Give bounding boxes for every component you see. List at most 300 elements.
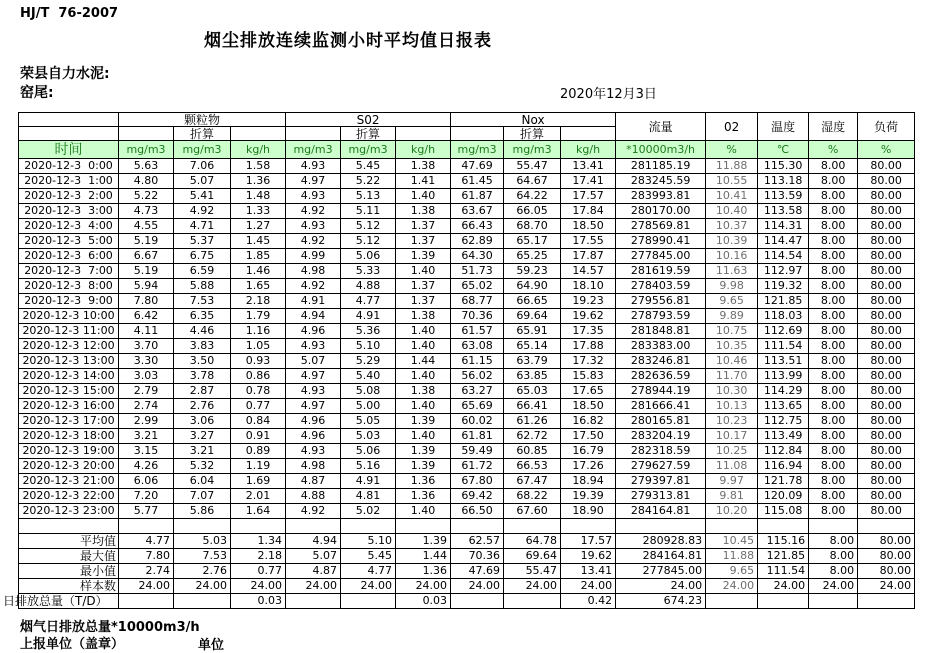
value-cell: 7.06 <box>174 159 231 174</box>
value-cell: 66.41 <box>504 399 561 414</box>
value-cell: 24.00 <box>561 579 616 594</box>
value-cell: 61.45 <box>451 174 504 189</box>
value-cell: 80.00 <box>858 324 915 339</box>
value-cell: 17.84 <box>561 204 616 219</box>
value-cell: 18.50 <box>561 399 616 414</box>
value-cell: 65.14 <box>504 339 561 354</box>
col-header-load: 负荷 <box>858 113 915 141</box>
value-cell: 80.00 <box>858 369 915 384</box>
time-cell: 2020-12-3 21:00 <box>19 474 119 489</box>
value-cell: 63.85 <box>504 369 561 384</box>
value-cell: 4.91 <box>286 294 341 309</box>
value-cell: 4.93 <box>286 219 341 234</box>
value-cell: 17.41 <box>561 174 616 189</box>
unit-cell: kg/h <box>396 141 451 159</box>
value-cell: 5.19 <box>119 234 174 249</box>
blank-row <box>19 519 915 534</box>
value-cell: 3.21 <box>174 444 231 459</box>
value-cell: 3.03 <box>119 369 174 384</box>
value-cell: 66.53 <box>504 459 561 474</box>
standard-number: HJ/T 76-2007 <box>20 6 119 21</box>
value-cell: 19.39 <box>561 489 616 504</box>
value-cell: 1.40 <box>396 429 451 444</box>
value-cell: 279556.81 <box>616 294 706 309</box>
value-cell: 1.33 <box>231 204 286 219</box>
value-cell: 8.00 <box>809 354 858 369</box>
value-cell: 8.00 <box>809 369 858 384</box>
value-cell: 114.54 <box>758 249 809 264</box>
value-cell: 9.81 <box>706 489 758 504</box>
value-cell: 6.42 <box>119 309 174 324</box>
time-cell: 2020-12-3 2:00 <box>19 189 119 204</box>
empty-cell <box>19 113 119 127</box>
summary-row <box>19 534 915 549</box>
value-cell: 0.77 <box>231 399 286 414</box>
value-cell: 61.87 <box>451 189 504 204</box>
value-cell: 4.93 <box>286 339 341 354</box>
company-name: 荣县自力水泥: <box>20 66 110 82</box>
value-cell: 64.67 <box>504 174 561 189</box>
value-cell: 10.41 <box>706 189 758 204</box>
value-cell: 8.00 <box>809 534 858 549</box>
value-cell: 64.90 <box>504 279 561 294</box>
value-cell: 4.71 <box>174 219 231 234</box>
value-cell: 5.40 <box>341 369 396 384</box>
value-cell: 4.77 <box>119 534 174 549</box>
value-cell: 1.40 <box>396 504 451 519</box>
value-cell: 4.92 <box>286 204 341 219</box>
value-cell: 4.92 <box>286 234 341 249</box>
value-cell <box>504 594 561 609</box>
value-cell: 280170.00 <box>616 204 706 219</box>
value-cell: 5.10 <box>341 534 396 549</box>
value-cell: 63.67 <box>451 204 504 219</box>
unit-cell: ℃ <box>758 141 809 159</box>
unit-cell: % <box>858 141 915 159</box>
value-cell: 113.18 <box>758 174 809 189</box>
value-cell <box>451 594 504 609</box>
value-cell: 1.38 <box>396 159 451 174</box>
value-cell: 80.00 <box>858 234 915 249</box>
value-cell: 113.59 <box>758 189 809 204</box>
value-cell: 6.06 <box>119 474 174 489</box>
value-cell: 1.45 <box>231 234 286 249</box>
value-cell: 61.26 <box>504 414 561 429</box>
time-cell: 2020-12-3 14:00 <box>19 369 119 384</box>
value-cell: 5.33 <box>341 264 396 279</box>
value-cell: 5.03 <box>174 534 231 549</box>
value-cell: 63.08 <box>451 339 504 354</box>
value-cell: 1.79 <box>231 309 286 324</box>
value-cell: 10.23 <box>706 414 758 429</box>
value-cell: 3.15 <box>119 444 174 459</box>
value-cell: 10.35 <box>706 339 758 354</box>
value-cell: 10.45 <box>706 534 758 549</box>
value-cell: 10.37 <box>706 219 758 234</box>
value-cell: 80.00 <box>858 384 915 399</box>
value-cell: 59.49 <box>451 444 504 459</box>
value-cell: 60.85 <box>504 444 561 459</box>
value-cell: 80.00 <box>858 459 915 474</box>
value-cell: 5.11 <box>341 204 396 219</box>
value-cell: 9.89 <box>706 309 758 324</box>
value-cell: 60.02 <box>451 414 504 429</box>
value-cell: 114.47 <box>758 234 809 249</box>
value-cell: 69.64 <box>504 549 561 564</box>
value-cell: 4.93 <box>286 159 341 174</box>
value-cell: 111.54 <box>758 339 809 354</box>
value-cell: 1.64 <box>231 504 286 519</box>
summary-label: 最小值 <box>19 564 119 579</box>
time-cell: 2020-12-3 9:00 <box>19 294 119 309</box>
value-cell: 2.74 <box>119 399 174 414</box>
value-cell: 18.94 <box>561 474 616 489</box>
value-cell: 120.09 <box>758 489 809 504</box>
value-cell: 80.00 <box>858 174 915 189</box>
value-cell: 70.36 <box>451 549 504 564</box>
value-cell: 1.40 <box>396 189 451 204</box>
value-cell: 65.25 <box>504 249 561 264</box>
value-cell: 5.45 <box>341 159 396 174</box>
value-cell: 283204.19 <box>616 429 706 444</box>
value-cell: 18.90 <box>561 504 616 519</box>
value-cell: 80.00 <box>858 564 915 579</box>
data-row <box>19 474 915 489</box>
value-cell: 11.70 <box>706 369 758 384</box>
value-cell: 121.78 <box>758 474 809 489</box>
value-cell: 67.60 <box>504 504 561 519</box>
value-cell: 19.62 <box>561 309 616 324</box>
value-cell: 80.00 <box>858 429 915 444</box>
value-cell: 69.42 <box>451 489 504 504</box>
value-cell: 10.30 <box>706 384 758 399</box>
value-cell: 112.84 <box>758 444 809 459</box>
empty-cell <box>174 519 231 534</box>
value-cell: 80.00 <box>858 399 915 414</box>
data-row <box>19 174 915 189</box>
data-row <box>19 444 915 459</box>
value-cell: 10.39 <box>706 234 758 249</box>
empty-cell <box>341 519 396 534</box>
value-cell: 5.08 <box>341 384 396 399</box>
value-cell <box>706 594 758 609</box>
value-cell: 5.13 <box>341 189 396 204</box>
col-group-nox: Nox <box>451 113 616 127</box>
value-cell: 113.58 <box>758 204 809 219</box>
value-cell: 65.91 <box>504 324 561 339</box>
value-cell: 282318.59 <box>616 444 706 459</box>
value-cell: 24.00 <box>231 579 286 594</box>
value-cell: 282636.59 <box>616 369 706 384</box>
value-cell: 9.65 <box>706 564 758 579</box>
value-cell: 1.40 <box>396 264 451 279</box>
value-cell: 1.36 <box>396 489 451 504</box>
value-cell: 4.98 <box>286 459 341 474</box>
value-cell: 283246.81 <box>616 354 706 369</box>
value-cell: 10.40 <box>706 204 758 219</box>
value-cell: 4.80 <box>119 174 174 189</box>
time-cell: 2020-12-3 13:00 <box>19 354 119 369</box>
value-cell: 8.00 <box>809 384 858 399</box>
value-cell: 4.94 <box>286 309 341 324</box>
value-cell: 19.23 <box>561 294 616 309</box>
value-cell: 278403.59 <box>616 279 706 294</box>
value-cell: 1.38 <box>396 309 451 324</box>
value-cell: 70.36 <box>451 309 504 324</box>
value-cell: 6.35 <box>174 309 231 324</box>
value-cell: 24.00 <box>174 579 231 594</box>
value-cell: 8.00 <box>809 564 858 579</box>
value-cell: 1.39 <box>396 459 451 474</box>
col-header-temperature: 温度 <box>758 113 809 141</box>
value-cell: 1.36 <box>231 174 286 189</box>
value-cell: 24.00 <box>809 579 858 594</box>
value-cell: 1.34 <box>231 534 286 549</box>
value-cell: 0.42 <box>561 594 616 609</box>
empty-cell <box>231 127 286 141</box>
value-cell: 4.99 <box>286 249 341 264</box>
value-cell: 1.37 <box>396 234 451 249</box>
value-cell: 4.81 <box>341 489 396 504</box>
converted-label: 折算 <box>504 127 561 141</box>
summary-label: 平均值 <box>19 534 119 549</box>
value-cell: 80.00 <box>858 309 915 324</box>
value-cell: 5.10 <box>341 339 396 354</box>
value-cell: 4.77 <box>341 564 396 579</box>
value-cell: 9.98 <box>706 279 758 294</box>
page-title: 烟尘排放连续监测小时平均值日报表 <box>204 31 492 51</box>
value-cell: 2.99 <box>119 414 174 429</box>
value-cell: 8.00 <box>809 264 858 279</box>
value-cell: 8.00 <box>809 249 858 264</box>
value-cell: 80.00 <box>858 264 915 279</box>
value-cell: 68.22 <box>504 489 561 504</box>
value-cell: 4.87 <box>286 474 341 489</box>
value-cell: 5.41 <box>174 189 231 204</box>
value-cell: 66.05 <box>504 204 561 219</box>
value-cell: 80.00 <box>858 279 915 294</box>
time-cell: 2020-12-3 11:00 <box>19 324 119 339</box>
value-cell: 5.32 <box>174 459 231 474</box>
value-cell: 5.16 <box>341 459 396 474</box>
value-cell: 17.32 <box>561 354 616 369</box>
value-cell: 115.16 <box>758 534 809 549</box>
value-cell: 17.35 <box>561 324 616 339</box>
value-cell: 277845.00 <box>616 249 706 264</box>
data-row <box>19 324 915 339</box>
data-row <box>19 234 915 249</box>
value-cell: 80.00 <box>858 219 915 234</box>
value-cell: 278990.41 <box>616 234 706 249</box>
col-group-so2: S02 <box>286 113 451 127</box>
value-cell: 8.00 <box>809 429 858 444</box>
value-cell: 80.00 <box>858 339 915 354</box>
value-cell: 55.47 <box>504 564 561 579</box>
value-cell: 24.00 <box>858 579 915 594</box>
value-cell: 283383.00 <box>616 339 706 354</box>
data-row <box>19 249 915 264</box>
value-cell: 1.36 <box>396 564 451 579</box>
value-cell: 4.87 <box>286 564 341 579</box>
value-cell: 115.08 <box>758 504 809 519</box>
value-cell: 5.22 <box>341 174 396 189</box>
empty-cell <box>616 519 706 534</box>
value-cell: 4.96 <box>286 324 341 339</box>
value-cell: 116.94 <box>758 459 809 474</box>
unit-cell: mg/m3 <box>286 141 341 159</box>
data-row <box>19 414 915 429</box>
value-cell: 281666.41 <box>616 399 706 414</box>
value-cell: 3.50 <box>174 354 231 369</box>
col-header-o2: 02 <box>706 113 758 141</box>
value-cell: 61.15 <box>451 354 504 369</box>
value-cell: 56.02 <box>451 369 504 384</box>
value-cell: 112.75 <box>758 414 809 429</box>
empty-cell <box>451 127 504 141</box>
value-cell: 5.06 <box>341 249 396 264</box>
value-cell: 1.39 <box>396 534 451 549</box>
value-cell: 1.48 <box>231 189 286 204</box>
value-cell: 66.43 <box>451 219 504 234</box>
value-cell: 18.50 <box>561 219 616 234</box>
data-row <box>19 294 915 309</box>
value-cell: 5.00 <box>341 399 396 414</box>
value-cell <box>758 594 809 609</box>
time-cell: 2020-12-3 16:00 <box>19 399 119 414</box>
value-cell: 80.00 <box>858 294 915 309</box>
value-cell: 1.05 <box>231 339 286 354</box>
value-cell: 4.88 <box>286 489 341 504</box>
empty-cell <box>286 127 341 141</box>
value-cell: 8.00 <box>809 219 858 234</box>
unit-cell: mg/m3 <box>119 141 174 159</box>
value-cell: 278944.19 <box>616 384 706 399</box>
empty-cell <box>19 127 119 141</box>
unit-cell: mg/m3 <box>341 141 396 159</box>
value-cell: 10.55 <box>706 174 758 189</box>
time-cell: 2020-12-3 15:00 <box>19 384 119 399</box>
value-cell: 3.21 <box>119 429 174 444</box>
summary-label: 最大值 <box>19 549 119 564</box>
value-cell: 5.06 <box>341 444 396 459</box>
value-cell: 0.91 <box>231 429 286 444</box>
value-cell: 8.00 <box>809 444 858 459</box>
value-cell <box>858 594 915 609</box>
data-row <box>19 264 915 279</box>
value-cell: 16.82 <box>561 414 616 429</box>
value-cell: 5.45 <box>341 549 396 564</box>
value-cell: 13.41 <box>561 564 616 579</box>
value-cell: 10.75 <box>706 324 758 339</box>
value-cell: 80.00 <box>858 189 915 204</box>
value-cell: 1.19 <box>231 459 286 474</box>
value-cell: 4.11 <box>119 324 174 339</box>
value-cell: 4.26 <box>119 459 174 474</box>
value-cell: 67.80 <box>451 474 504 489</box>
value-cell: 80.00 <box>858 489 915 504</box>
value-cell: 1.37 <box>396 294 451 309</box>
value-cell: 7.53 <box>174 294 231 309</box>
converted-label: 折算 <box>174 127 231 141</box>
value-cell: 62.89 <box>451 234 504 249</box>
value-cell: 2.18 <box>231 549 286 564</box>
value-cell: 62.72 <box>504 429 561 444</box>
value-cell: 8.00 <box>809 174 858 189</box>
time-cell: 2020-12-3 18:00 <box>19 429 119 444</box>
value-cell: 4.97 <box>286 174 341 189</box>
value-cell: 281619.59 <box>616 264 706 279</box>
value-cell: 8.00 <box>809 234 858 249</box>
value-cell: 1.40 <box>396 324 451 339</box>
value-cell: 17.87 <box>561 249 616 264</box>
value-cell: 5.36 <box>341 324 396 339</box>
data-row <box>19 489 915 504</box>
daily-total-label: 日排放总量（T/D） <box>19 594 119 609</box>
value-cell: 8.00 <box>809 489 858 504</box>
value-cell: 4.93 <box>286 189 341 204</box>
header-row-groups <box>19 113 915 127</box>
unit-cell: mg/m3 <box>174 141 231 159</box>
value-cell: 9.97 <box>706 474 758 489</box>
value-cell: 5.77 <box>119 504 174 519</box>
value-cell: 7.80 <box>119 294 174 309</box>
value-cell: 5.03 <box>341 429 396 444</box>
empty-cell <box>231 519 286 534</box>
value-cell: 24.00 <box>616 579 706 594</box>
col-group-particulate: 颗粒物 <box>119 113 286 127</box>
value-cell <box>174 594 231 609</box>
col-header-humidity: 湿度 <box>809 113 858 141</box>
value-cell: 1.65 <box>231 279 286 294</box>
empty-cell <box>858 519 915 534</box>
value-cell: 284164.81 <box>616 549 706 564</box>
value-cell: 24.00 <box>706 579 758 594</box>
value-cell: 119.32 <box>758 279 809 294</box>
value-cell: 80.00 <box>858 549 915 564</box>
time-cell: 2020-12-3 5:00 <box>19 234 119 249</box>
value-cell: 3.27 <box>174 429 231 444</box>
value-cell: 10.25 <box>706 444 758 459</box>
value-cell: 1.39 <box>396 249 451 264</box>
data-row <box>19 189 915 204</box>
value-cell: 8.00 <box>809 504 858 519</box>
value-cell: 7.20 <box>119 489 174 504</box>
value-cell: 80.00 <box>858 504 915 519</box>
time-cell: 2020-12-3 3:00 <box>19 204 119 219</box>
value-cell: 5.07 <box>286 354 341 369</box>
empty-cell <box>451 519 504 534</box>
value-cell: 0.03 <box>396 594 451 609</box>
value-cell: 64.78 <box>504 534 561 549</box>
value-cell: 0.78 <box>231 384 286 399</box>
value-cell: 80.00 <box>858 159 915 174</box>
value-cell: 1.38 <box>396 204 451 219</box>
value-cell: 121.85 <box>758 294 809 309</box>
value-cell: 1.46 <box>231 264 286 279</box>
value-cell: 8.00 <box>809 414 858 429</box>
value-cell: 4.97 <box>286 369 341 384</box>
value-cell: 8.00 <box>809 159 858 174</box>
time-cell: 2020-12-3 1:00 <box>19 174 119 189</box>
value-cell: 10.17 <box>706 429 758 444</box>
value-cell: 64.22 <box>504 189 561 204</box>
value-cell: 17.26 <box>561 459 616 474</box>
value-cell: 4.96 <box>286 414 341 429</box>
value-cell: 1.44 <box>396 549 451 564</box>
unit-cell: *10000m3/h <box>616 141 706 159</box>
time-cell: 2020-12-3 19:00 <box>19 444 119 459</box>
value-cell: 7.07 <box>174 489 231 504</box>
